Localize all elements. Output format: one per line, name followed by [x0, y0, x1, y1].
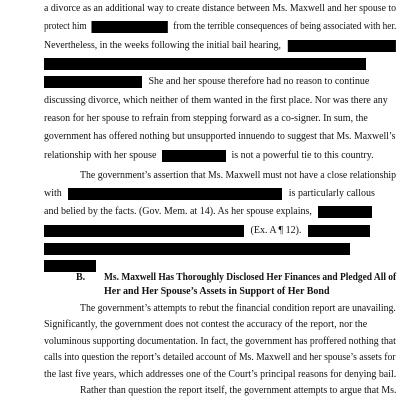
text: the last five years, which addresses one of the Court’s principal reasons for denying bail. — [44, 368, 397, 380]
text: is not a powerful tie to this country. — [231, 149, 374, 161]
text: calls into question the report’s detailed account of Ms. Maxwell and her spouse’s assets for — [44, 352, 396, 363]
text-line — [44, 351, 396, 365]
text: Nevertheless, in the weeks following the initial bail hearing, — [44, 39, 281, 51]
redaction-bar — [92, 21, 168, 33]
text-line — [44, 187, 375, 201]
text-line — [44, 205, 372, 219]
redaction-bar — [44, 76, 142, 88]
text-line — [44, 112, 368, 126]
redaction-bar — [318, 206, 372, 218]
text: is particularly callous — [288, 188, 375, 199]
section-marker-text: B. — [76, 272, 86, 284]
text: reason for her spouse to refrain from stepping forward as a co-signer. In sum, the — [44, 112, 368, 124]
section-marker — [76, 271, 85, 285]
text: relationship with her spouse — [44, 149, 157, 161]
text-line — [80, 302, 396, 316]
text: voluminous supporting documentation. In fact, the government has proffered nothing that — [44, 335, 396, 347]
redaction-bar — [162, 150, 226, 162]
text: discussing divorce, which neither of them wanted in the first place. Nor was there any — [44, 94, 388, 106]
text-line — [44, 259, 96, 273]
redaction-bar — [308, 225, 370, 237]
text-line — [44, 335, 396, 349]
text: with — [44, 188, 62, 199]
text: government has offered nothing but unsupported innuendo to suggest that Ms. Maxwell’s — [44, 131, 396, 143]
text-line — [44, 75, 369, 89]
redaction-bar — [44, 58, 366, 70]
text: The government’s assertion that Ms. Maxwell must not have a close relationship — [80, 169, 397, 181]
text-line — [44, 149, 374, 163]
text-line — [80, 384, 396, 398]
text: from the terrible consequences of being associated with her. — [173, 21, 397, 33]
section-heading-text: Her and Her Spouse’s Assets in Support of Her Bond — [104, 286, 330, 298]
section-heading-line — [104, 285, 330, 299]
text-line — [44, 318, 367, 332]
redaction-bar — [44, 225, 244, 237]
text-line — [44, 57, 366, 71]
text: protect him — [44, 21, 87, 33]
text: (Ex. A ¶ 12). — [250, 224, 302, 236]
redaction-bar — [44, 260, 96, 272]
redaction-bar — [68, 188, 282, 200]
text-line — [44, 39, 395, 53]
text: Rather than question the report itself, the government attempts to argue that Ms. — [80, 385, 397, 396]
redaction-bar — [44, 243, 350, 255]
section-heading-text: Ms. Maxwell Has Thoroughly Disclosed Her Finances and Pledged All of — [104, 272, 397, 284]
text: She and her spouse therefore had no reason to continue — [148, 76, 370, 88]
text-line — [44, 94, 388, 108]
text-line — [44, 224, 370, 238]
redaction-bar — [287, 40, 395, 52]
text-line — [44, 2, 396, 16]
text: and belied by the facts. (Gov. Mem. at 14). As her spouse explains, — [44, 206, 312, 218]
text-line — [80, 169, 396, 183]
text-line — [44, 130, 395, 144]
text-line — [44, 368, 396, 382]
text: The government’s attempts to rebut the financial condition report are unavailing. — [80, 302, 396, 314]
text: a divorce as an additional way to create distance between Ms. Maxwell and her spouse to — [44, 3, 397, 14]
section-heading-line — [104, 271, 396, 285]
text-line — [44, 20, 396, 34]
text-line — [44, 242, 350, 256]
text: Significantly, the government does not contest the accuracy of the report, nor the — [44, 319, 368, 330]
